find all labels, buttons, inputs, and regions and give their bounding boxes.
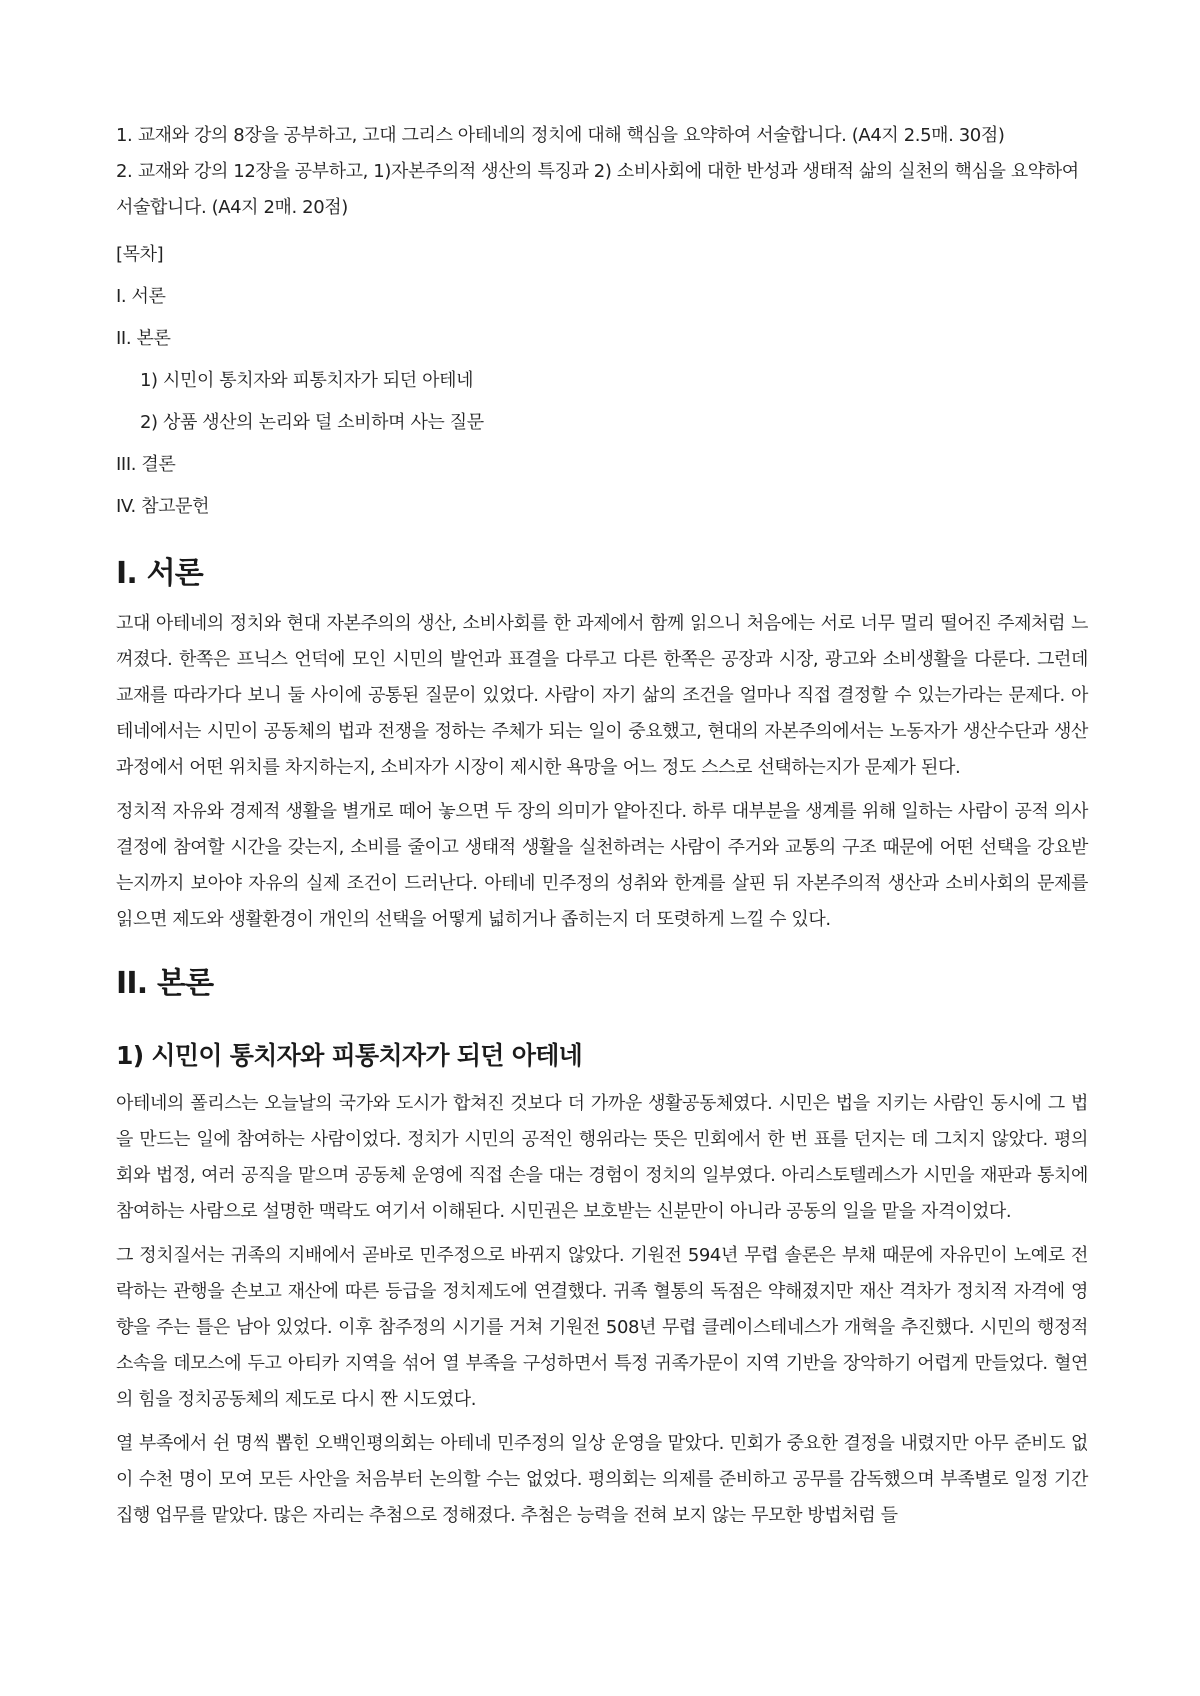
toc-item-intro: I. 서론 bbox=[116, 286, 166, 307]
body-heading: II. 본론 bbox=[116, 966, 214, 1001]
toc-item-body: II. 본론 bbox=[116, 328, 171, 349]
table-of-contents bbox=[116, 234, 1088, 528]
intro-heading: I. 서론 bbox=[116, 556, 203, 591]
section-1-heading: 1) 시민이 통치자와 피통치자가 되던 아테네 bbox=[116, 1041, 583, 1070]
assignment-prompt bbox=[116, 118, 1088, 226]
section-1-paragraph-1: 아테네의 폴리스는 오늘날의 국가와 도시가 합쳐진 것보다 더 가까운 생활공동체였다. 시민은 법을 지키는 사람인 동시에 그 법을 만드는 일에 참여하는 사람이었다. 정치가 시민의 공적인 행위라는 뜻은 민회에서 한 번 표를 던지는 데 그치지 않았다. 평의회와 법정, 여러 공직을 맡으며 공동체 운영에 직접 손을 대는 경험이 정치의 일부였다. 아리스토텔레스가 시민을 재판과 통치에 참여하는 사람으로 설명한 맥락도 여기서 이해된다. 시민권은 보호받는 신분만이 아니라 공동의 일을 맡을 자격이었다. bbox=[116, 1093, 1088, 1222]
toc-title: [목차] bbox=[116, 244, 164, 265]
intro-paragraph-1: 고대 아테네의 정치와 현대 자본주의의 생산, 소비사회를 한 과제에서 함께 읽으니 처음에는 서로 너무 멀리 떨어진 주제처럼 느껴졌다. 한쪽은 프닉스 언덕에 모인 시민의 발언과 표결을 다루고 다른 한쪽은 공장과 시장, 광고와 소비생활을 다룬다. 그런데 교재를 따라가다 보니 둘 사이에 공통된 질문이 있었다. 사람이 자기 삶의 조건을 얼마나 직접 결정할 수 있는가라는 문제다. 아테네에서는 시민이 공동체의 법과 전쟁을 정하는 주체가 되는 일이 중요했고, 현대의 자본주의에서는 노동자가 생산수단과 생산과정에서 어떤 위치를 차지하는지, 소비자가 시장이 제시한 욕망을 어느 정도 스스로 선택하는지가 문제가 된다. bbox=[116, 613, 1088, 778]
toc-item-conclusion: III. 결론 bbox=[116, 454, 176, 475]
toc-item-body-2: 2) 상품 생산의 논리와 덜 소비하며 사는 질문 bbox=[140, 412, 484, 433]
toc-item-references: IV. 참고문헌 bbox=[116, 496, 210, 517]
intro-paragraph-2: 정치적 자유와 경제적 생활을 별개로 떼어 놓으면 두 장의 의미가 얕아진다. 하루 대부분을 생계를 위해 일하는 사람이 공적 의사결정에 참여할 시간을 갖는지, 소비를 줄이고 생태적 생활을 실천하려는 사람이 주거와 교통의 구조 때문에 어떤 선택을 강요받는지까지 보아야 자유의 실제 조건이 드러난다. 아테네 민주정의 성취와 한계를 살핀 뒤 자본주의적 생산과 소비사회의 문제를 읽으면 제도와 생활환경이 개인의 선택을 어떻게 넓히거나 좁히는지 더 또렷하게 느낄 수 있다. bbox=[116, 801, 1088, 930]
assignment-line-2: 2. 교재와 강의 12장을 공부하고, 1)자본주의적 생산의 특징과 2) 소비사회에 대한 반성과 생태적 삶의 실천의 핵심을 요약하여 서술합니다. (A4지 2매. 20점) bbox=[116, 161, 1079, 218]
section-1-paragraph-3: 열 부족에서 쉰 명씩 뽑힌 오백인평의회는 아테네 민주정의 일상 운영을 맡았다. 민회가 중요한 결정을 내렸지만 아무 준비도 없이 수천 명이 모여 모든 사안을 처음부터 논의할 수는 없었다. 평의회는 의제를 준비하고 공무를 감독했으며 부족별로 일정 기간 집행 업무를 맡았다. 많은 자리는 추첨으로 정해졌다. 추첨은 능력을 전혀 보지 않는 무모한 방법처럼 들 bbox=[116, 1433, 1088, 1526]
toc-item-body-1: 1) 시민이 통치자와 피통치자가 되던 아테네 bbox=[140, 370, 474, 391]
section-1-paragraph-2: 그 정치질서는 귀족의 지배에서 곧바로 민주정으로 바뀌지 않았다. 기원전 594년 무렵 솔론은 부채 때문에 자유민이 노예로 전락하는 관행을 손보고 재산에 따른 등급을 정치제도에 연결했다. 귀족 혈통의 독점은 약해졌지만 재산 격차가 정치적 자격에 영향을 주는 틀은 남아 있었다. 이후 참주정의 시기를 거쳐 기원전 508년 무렵 클레이스테네스가 개혁을 추진했다. 시민의 행정적 소속을 데모스에 두고 아티카 지역을 섞어 열 부족을 구성하면서 특정 귀족가문이 지역 기반을 장악하기 어렵게 만들었다. 혈연의 힘을 정치공동체의 제도로 다시 짠 시도였다. bbox=[116, 1245, 1088, 1410]
assignment-line-1: 1. 교재와 강의 8장을 공부하고, 고대 그리스 아테네의 정치에 대해 핵심을 요약하여 서술합니다. (A4지 2.5매. 30점) bbox=[116, 125, 1005, 146]
